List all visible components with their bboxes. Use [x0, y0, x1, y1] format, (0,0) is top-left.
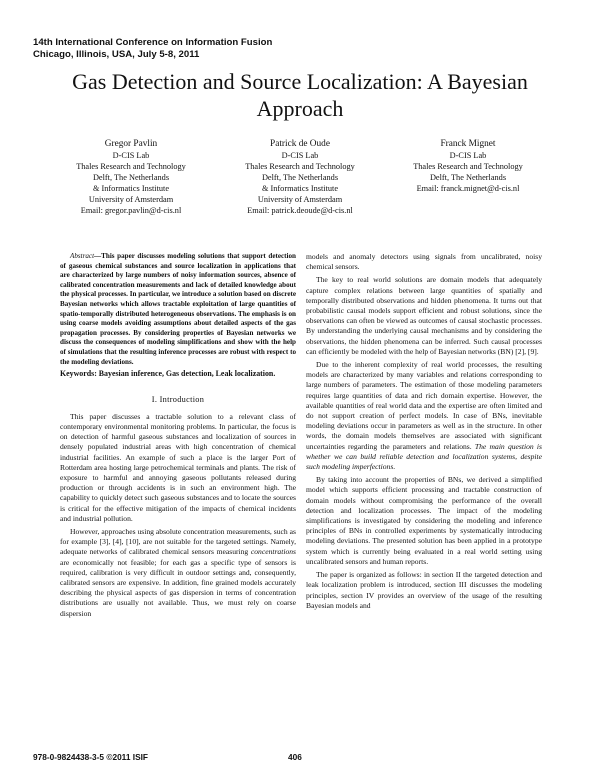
author-affiliation: Delft, The Netherlands	[429, 173, 507, 182]
author-affiliation: D-CIS Lab	[449, 151, 487, 160]
paragraph: models and anomaly detectors using signals from uncalibrated, noisy chemical sensors.	[306, 252, 542, 272]
abstract-body: —This paper discusses modeling solutions that support detection of gaseous chemical substances and source localization in applications that are characterized by large numbers of noisy information sources, absence of calibrated concentration measurements and lack of detailed knowledge about the physical processes. In particular, we introduce a solution based on discrete Bayesian networks which allows tractable exploitation of large quantities of spatio-temporally distributed heterogeneous observations. The emphasis is on using coarse models avoiding assumptions about detailed aspects of the gas propagation processes. By considering properties of Bayesian networks we discuss the consequences of modeling simplifications and show with the help of simulations that the resulting inference processes are robust with respect to the modeling deviations.	[60, 252, 296, 366]
paragraph: The key to real world solutions are domain models that adequately capture complex relations between large quantities of spatially and temporally distributed observations and hidden phenomena. It turns out that probabilistic causal models support efficient and robust solutions, since the observations can often be viewed as outcomes of causal stochastic processes. By understanding the underlying causal mechanisms and by considering the observations, the hidden phenomena can be inferred. Such causal processes can efficiently be modeled with the help of Bayesian networks (BN) [2], [9].	[306, 275, 542, 356]
author-email: Email: gregor.pavlin@d-cis.nl	[80, 206, 182, 215]
author-affiliation: Thales Research and Technology	[76, 162, 186, 171]
author-name: Patrick de Oude	[270, 139, 330, 149]
author-affiliation: University of Amsterdam	[88, 195, 174, 204]
right-column	[306, 252, 542, 611]
author-affiliation: Thales Research and Technology	[413, 162, 523, 171]
author-affiliation: & Informatics Institute	[92, 184, 170, 193]
author-affiliation: & Informatics Institute	[261, 184, 339, 193]
author-block-1	[45, 138, 217, 216]
title-line-1: Gas Detection and Source Localization: A Bayesian	[72, 69, 528, 94]
author-affiliation: University of Amsterdam	[257, 195, 343, 204]
abstract	[60, 252, 296, 367]
paragraph-text: are economically not feasible; for each gas a specific type of sensors is required, calibration is very difficult in outdoor settings and, consequently, calibrated sensors are expensive. In addition, fine grained models accurately describing the physical aspects of gas dispersion in terms of concentration distributions are usually not available. Thus, we must rely on coarse dispersion	[60, 557, 296, 618]
author-affiliation: Delft, The Netherlands	[261, 173, 339, 182]
author-block-2	[214, 138, 386, 216]
conference-header	[33, 37, 272, 60]
title-line-2: Approach	[256, 96, 344, 121]
author-affiliation: Thales Research and Technology	[245, 162, 355, 171]
author-affiliation: Delft, The Netherlands	[92, 173, 170, 182]
author-affiliation: D-CIS Lab	[281, 151, 319, 160]
emphasized-text: The main question is whether we can build reliable detection and localization systems, despite such modeling imperfections.	[306, 441, 542, 472]
section-heading: I. Introduction	[151, 394, 205, 404]
emphasized-text: concentrations	[250, 547, 296, 557]
conference-name: 14th International Conference on Information Fusion	[33, 37, 273, 48]
author-email: Email: franck.mignet@d-cis.nl	[416, 184, 520, 193]
paper-title	[30, 68, 570, 122]
keywords: Keywords: Bayesian inference, Gas detection, Leak localization.	[60, 369, 276, 379]
paragraph-text: Due to the inherent complexity of real world processes, the resulting models are characterized by many variables and relations corresponding to large numbers of parameters. The estimation of those modeling parameters requires large quantities of data and rich domain expertise. However, the available quantities of real world data and the expertise are often limited and do not support creation of perfect models. In case of BNs, inevitable modeling deviations occur in parameters as well as in the structure. In other words, the domain models themselves are associated with significant uncertainties regarding the parameters and relations.	[306, 360, 542, 451]
paragraph: The paper is organized as follows: in section II the targeted detection and leak localization problem is introduced, section III discusses the modeling principles, section IV provides an overview of the usage of the resulting Bayesian models and	[306, 570, 542, 610]
author-email: Email: patrick.deoude@d-cis.nl	[247, 206, 353, 215]
paragraph	[306, 360, 542, 472]
author-name: Franck Mignet	[440, 139, 496, 149]
abstract-label: Abstract	[70, 252, 95, 260]
page-number: 406	[288, 752, 302, 762]
left-column	[60, 252, 296, 619]
author-name: Gregor Pavlin	[104, 139, 158, 149]
paragraph: This paper discusses a tractable solution to a relevant class of contemporary environmental monitoring problems. In particular, the focus is on detection of harmful gaseous substances and localization of sources in densely populated industrial areas with high concentration of chemical industrial facilities. An example of such a place is the larger Port of Rotterdam area hosting large petrochemical terminals and plants. The risk of exposure to harmful and annoying gaseous pollutants released during production or through accidents is in such an environment high. The capability to quickly detect such gaseous substances and to locate the sources is critical for the effective mitigation of the impacts of chemical incidents and industrial pollution.	[60, 411, 296, 523]
footer-isbn: 978-0-9824438-3-5 ©2011 ISIF	[33, 752, 148, 762]
conference-location: Chicago, Illinois, USA, July 5-8, 2011	[33, 48, 200, 60]
paragraph: By taking into account the properties of BNs, we derived a simplified model which supports efficient processing and tractable construction of domain models without compromising the performance of the overall detection and localization processes. The impact of the modeling simplifications is investigated by considering the modeling and inference principles of BNs in controlled experiments by systematically introducing modeling deviations. The presented solution has been applied in a prototype system which is currently being evaluated in a real world setting using uncalibrated sensors and human reports.	[306, 475, 542, 566]
paragraph	[60, 527, 296, 619]
author-affiliation: D-CIS Lab	[112, 151, 150, 160]
paragraph-text: However, approaches using absolute concentration measurements, such as for example [3], [4], [10], are not suitable for the targeted settings. Namely, adequate networks of calibrated chemical sensors measuring	[60, 526, 296, 557]
author-block-3	[382, 138, 554, 194]
